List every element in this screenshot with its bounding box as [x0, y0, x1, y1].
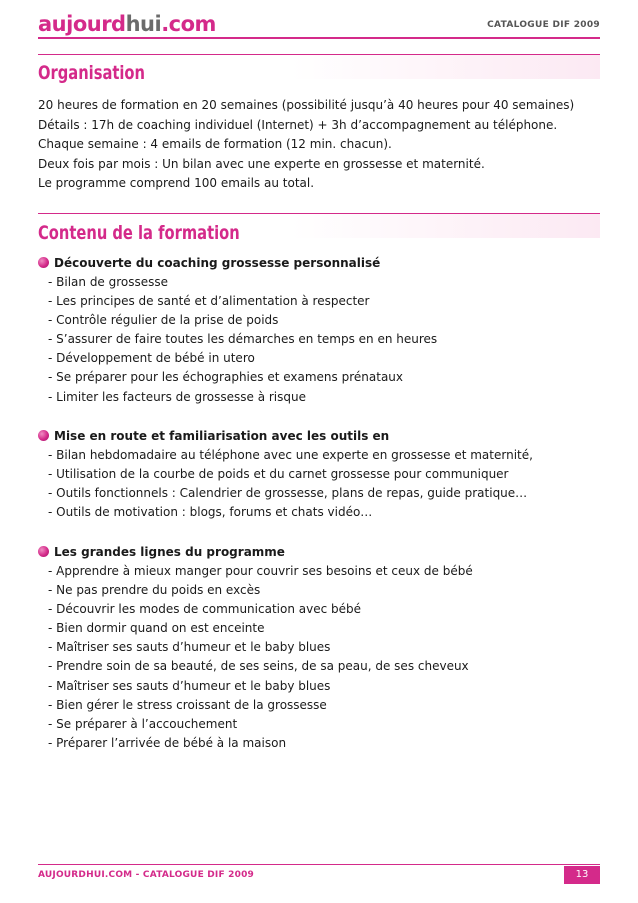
- page-number: 13: [564, 866, 600, 884]
- list-grandes-lignes: [48, 562, 473, 753]
- organisation-line: Chaque semaine : 4 emails de formation (12 min. chacun).: [38, 137, 392, 151]
- list-item: - Prendre soin de sa beauté, de ses seins, de sa peau, de ses cheveux: [48, 659, 469, 674]
- brand-logo: [38, 12, 216, 36]
- list-item: - Bilan hebdomadaire au téléphone avec une experte en grossesse et maternité,: [48, 448, 533, 462]
- logo-part-1: aujourd: [38, 12, 126, 36]
- section-heading-label: Les grandes lignes du programme: [54, 545, 285, 559]
- bullet-icon: [38, 257, 49, 268]
- section-heading-label: Mise en route et familiarisation avec les outils en: [54, 429, 390, 443]
- list-item: - Préparer l’arrivée de bébé à la maison: [48, 735, 287, 750]
- footer-divider: [38, 864, 600, 865]
- section-heading-mise-en-route: [38, 429, 389, 443]
- contenu-title: Contenu de la formation: [38, 222, 240, 244]
- list-item: - Développement de bébé in utero: [48, 351, 255, 366]
- list-item: - S’assurer de faire toutes les démarches en temps en en heures: [48, 332, 438, 347]
- list-item: - Bien gérer le stress croissant de la grossesse: [48, 697, 327, 712]
- list-item: - Limiter les facteurs de grossesse à risque: [48, 389, 306, 404]
- section-heading-grandes-lignes: [38, 545, 285, 559]
- list-item: - Apprendre à mieux manger pour couvrir ses besoins et ceux de bébé: [48, 564, 473, 578]
- organisation-title: Organisation: [38, 62, 146, 84]
- list-item: - Maîtriser ses sauts d’humeur et le baby blues: [48, 640, 331, 655]
- organisation-line: Deux fois par mois : Un bilan avec une experte en grossesse et maternité.: [38, 156, 485, 171]
- list-item: - Bilan de grossesse: [48, 275, 169, 289]
- list-item: - Outils fonctionnels : Calendrier de grossesse, plans de repas, guide pratique…: [48, 486, 528, 501]
- section-heading-label: Découverte du coaching grossesse personnalisé: [54, 256, 381, 270]
- list-item: - Se préparer à l’accouchement: [48, 716, 238, 731]
- organisation-line: Détails : 17h de coaching individuel (Internet) + 3h d’accompagnement au téléphone.: [38, 117, 558, 132]
- list-item: - Outils de motivation : blogs, forums et chats vidéo…: [48, 505, 373, 520]
- organisation-text: [38, 96, 598, 194]
- header-divider: [38, 37, 600, 39]
- footer-label: AUJOURDHUI.COM - CATALOGUE DIF 2009: [38, 870, 254, 880]
- logo-part-3: .com: [161, 12, 216, 36]
- list-item: - Les principes de santé et d’alimentation à respecter: [48, 294, 370, 309]
- list-mise-en-route: [48, 446, 533, 522]
- list-item: - Ne pas prendre du poids en excès: [48, 583, 261, 598]
- list-item: - Utilisation de la courbe de poids et du carnet grossesse pour communiquer: [48, 467, 509, 482]
- organisation-line: 20 heures de formation en 20 semaines (possibilité jusqu’à 40 heures pour 40 semaines): [38, 98, 575, 112]
- list-item: - Maîtriser ses sauts d’humeur et le baby blues: [48, 678, 331, 693]
- logo-part-2: hui: [125, 12, 162, 36]
- list-item: - Bien dormir quand on est enceinte: [48, 621, 265, 636]
- list-item: - Se préparer pour les échographies et examens prénataux: [48, 370, 404, 385]
- catalogue-label: CATALOGUE DIF 2009: [487, 20, 600, 30]
- list-item: - Découvrir les modes de communication avec bébé: [48, 602, 361, 617]
- list-item: - Contrôle régulier de la prise de poids: [48, 313, 279, 328]
- list-decouverte: [48, 273, 437, 407]
- section-heading-decouverte: [38, 256, 380, 270]
- bullet-icon: [38, 430, 49, 441]
- organisation-line: Le programme comprend 100 emails au total.: [38, 176, 315, 190]
- bullet-icon: [38, 546, 49, 557]
